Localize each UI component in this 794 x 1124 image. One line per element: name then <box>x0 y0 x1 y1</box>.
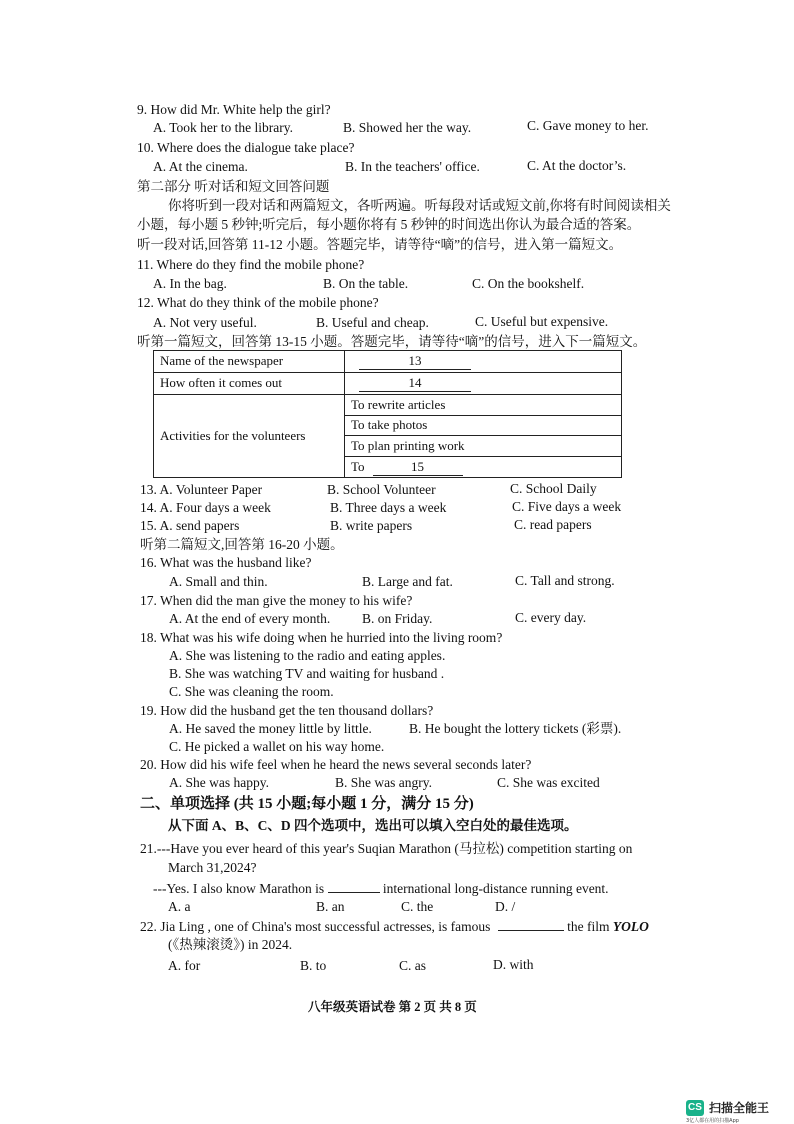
q21-line3-post: international long-distance running event. <box>382 881 609 896</box>
scanner-tagline: 3亿人都在用的扫描App <box>686 1118 739 1124</box>
q16-option-a: A. Small and thin. <box>169 574 268 589</box>
q17-option-c: C. every day. <box>515 610 587 625</box>
q10-option-b: B. In the teachers' office. <box>345 159 480 174</box>
section2-instruction: 从下面 A、B、C、D 四个选项中，选出可以填入空白处的最佳选项。 <box>168 818 578 833</box>
q22-line1 <box>140 918 649 935</box>
q10-option-a: A. At the cinema. <box>153 159 248 174</box>
q12-option-c: C. Useful but expensive. <box>475 314 609 329</box>
table-activity-3: To plan printing work <box>345 436 622 457</box>
newspaper-info-table <box>153 350 622 478</box>
table-cell-13 <box>345 351 622 373</box>
q13-option-b: B. School Volunteer <box>327 482 436 497</box>
q22-line1-pre: 22. Jia Ling , one of China's most successful actresses, is famous <box>140 919 491 934</box>
q16-option-c: C. Tall and strong. <box>515 573 615 588</box>
scanner-brand: 扫描全能王 <box>709 1101 770 1115</box>
part2-title: 第二部分 听对话和短文回答问题 <box>137 179 330 194</box>
q11-stem: 11. Where do they find the mobile phone? <box>137 257 365 272</box>
q22-option-a: A. for <box>168 958 201 973</box>
q16-stem: 16. What was the husband like? <box>140 555 312 570</box>
q10-option-c: C. At the doctor’s. <box>527 158 627 173</box>
q19-stem: 19. How did the husband get the ten thousand dollars? <box>140 703 434 718</box>
q22-option-d: D. with <box>493 957 534 972</box>
q10-stem: 10. Where does the dialogue take place? <box>137 140 355 155</box>
q22-blank <box>498 918 564 931</box>
q19-option-a: A. He saved the money little by little. <box>169 721 372 736</box>
table-label-activities: Activities for the volunteers <box>154 394 345 477</box>
q18-stem: 18. What was his wife doing when he hurried into the living room? <box>140 630 503 645</box>
q9-option-b: B. Showed her the way. <box>343 120 472 135</box>
q21-line2: March 31,2024? <box>168 860 257 875</box>
q21-option-b: B. an <box>316 899 345 914</box>
q15-option-a: 15. A. send papers <box>140 518 240 533</box>
q17-stem: 17. When did the man give the money to his wife? <box>140 593 413 608</box>
table-activity-4 <box>345 457 622 478</box>
q12-option-a: A. Not very useful. <box>153 315 257 330</box>
q11-option-c: C. On the bookshelf. <box>472 276 585 291</box>
table-activity-4-prefix: To <box>351 458 365 474</box>
table-activity-1: To rewrite articles <box>345 394 622 415</box>
q15-option-c: C. read papers <box>514 517 592 532</box>
q13-option-c: C. School Daily <box>510 481 597 496</box>
table-label-frequency: How often it comes out <box>154 372 345 394</box>
q17-option-b: B. on Friday. <box>362 611 433 626</box>
answer-blank-13: 13 <box>359 353 471 370</box>
passage2-intro: 听第二篇短文,回答第 16-20 小题。 <box>140 537 344 552</box>
answer-blank-15: 15 <box>373 459 463 476</box>
part2-line1: 你将听到一段对话和两篇短文，各听两遍。听每段对话或短文前,你将有时间阅读相关 <box>168 198 671 213</box>
camscanner-logo-icon: CS <box>686 1100 704 1116</box>
q9-option-c: C. Gave money to her. <box>527 118 649 133</box>
q21-blank <box>328 880 380 893</box>
q21-line1: 21.---Have you ever heard of this year's Suqian Marathon (马拉松) competition starting on <box>140 841 633 856</box>
q13-option-a: 13. A. Volunteer Paper <box>140 482 263 497</box>
q22-option-c: C. as <box>399 958 426 973</box>
q9-stem: 9. How did Mr. White help the girl? <box>137 102 331 117</box>
q21-line3 <box>153 880 609 897</box>
q20-option-a: A. She was happy. <box>169 775 269 790</box>
q21-option-a: A. a <box>168 899 191 914</box>
q18-option-c: C. She was cleaning the room. <box>169 684 334 699</box>
part2-line3: 听一段对话,回答第 11-12 小题。答题完毕，请等待“嘀”的信号，进入第一篇短文。 <box>137 237 623 252</box>
q21-option-d: D. / <box>495 899 516 914</box>
q22-film-title: YOLO <box>612 919 649 934</box>
q17-option-a: A. At the end of every month. <box>169 611 331 626</box>
q11-option-b: B. On the table. <box>323 276 409 291</box>
q20-option-b: B. She was angry. <box>335 775 432 790</box>
q16-option-b: B. Large and fat. <box>362 574 453 589</box>
answer-blank-14: 14 <box>359 375 471 392</box>
q22-line2: (《热辣滚烫》) in 2024. <box>168 937 293 952</box>
passage1-intro: 听第一篇短文，回答第 13-15 小题。答题完毕，请等待“嘀”的信号，进入下一篇短文。 <box>137 334 647 349</box>
part2-line2: 小题，每小题 5 秒钟;听完后，每小题你将有 5 秒钟的时间选出你认为最合适的答案。 <box>137 217 641 232</box>
q12-stem: 12. What do they think of the mobile phone? <box>137 295 379 310</box>
q12-option-b: B. Useful and cheap. <box>316 315 429 330</box>
q11-option-a: A. In the bag. <box>153 276 227 291</box>
q20-stem: 20. How did his wife feel when he heard the news several seconds later? <box>140 757 532 772</box>
q14-option-b: B. Three days a week <box>330 500 447 515</box>
q18-option-a: A. She was listening to the radio and eating apples. <box>169 648 446 663</box>
q22-option-b: B. to <box>300 958 327 973</box>
q21-line3-pre: ---Yes. I also know Marathon is <box>153 881 325 896</box>
table-activity-2: To take photos <box>345 415 622 436</box>
q14-option-c: C. Five days a week <box>512 499 622 514</box>
q22-line1-post: the film <box>567 919 610 934</box>
q18-option-b: B. She was watching TV and waiting for husband . <box>169 666 445 681</box>
page-footer: 八年级英语试卷 第 2 页 共 8 页 <box>308 1000 477 1014</box>
q15-option-b: B. write papers <box>330 518 413 533</box>
q14-option-a: 14. A. Four days a week <box>140 500 271 515</box>
q9-option-a: A. Took her to the library. <box>153 120 294 135</box>
q20-option-c: C. She was excited <box>497 775 600 790</box>
table-label-newspaper: Name of the newspaper <box>154 351 345 373</box>
q21-option-c: C. the <box>401 899 434 914</box>
table-cell-14 <box>345 372 622 394</box>
q19-option-b: B. He bought the lottery tickets (彩票). <box>409 721 622 736</box>
section2-title: 二、单项选择 (共 15 小题;每小题 1 分，满分 15 分) <box>140 796 474 812</box>
q19-option-c: C. He picked a wallet on his way home. <box>169 739 385 754</box>
